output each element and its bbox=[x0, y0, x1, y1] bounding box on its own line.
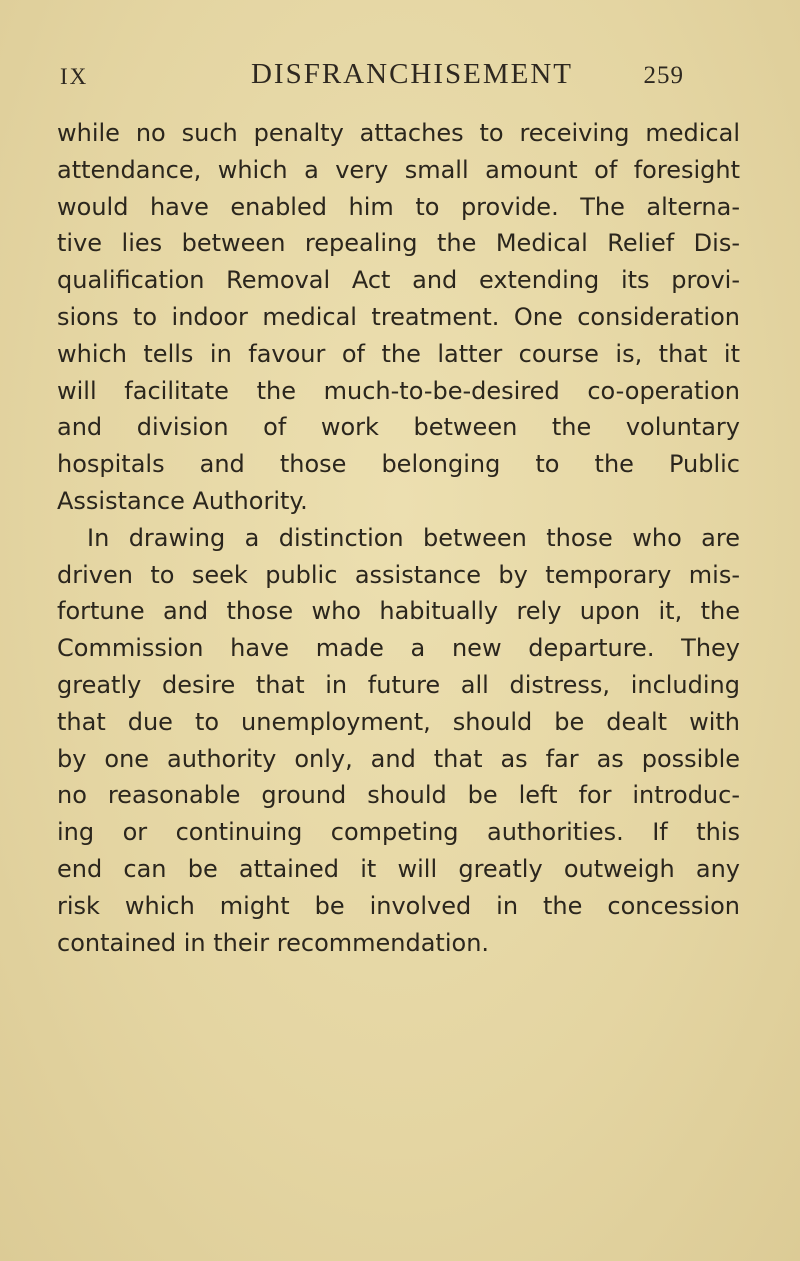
text-line: attendance, which a very small amount of foresight bbox=[57, 155, 740, 184]
text-line: that due to unemployment, should be dealt with bbox=[57, 707, 740, 736]
text-line: while no such penalty attaches to receiving medical bbox=[57, 119, 740, 147]
text-line: would have enabled him to provide. The alterna- bbox=[57, 192, 740, 221]
text-line: end can be attained it will greatly outweigh any bbox=[57, 854, 740, 883]
text-line: contained in their recommendation. bbox=[57, 928, 490, 957]
text-line: ing or continuing competing authorities. If this bbox=[57, 818, 740, 847]
text-line: Assistance Authority. bbox=[57, 486, 308, 515]
paragraph-1 bbox=[57, 115, 740, 520]
text-line: fortune and those who habitually rely upon it, the bbox=[57, 597, 740, 626]
text-line: by one authority only, and that as far as possible bbox=[57, 744, 740, 773]
text-line: tive lies between repealing the Medical Relief Dis- bbox=[57, 229, 740, 258]
text-line: and division of work between the voluntary bbox=[57, 413, 740, 442]
paragraph-2 bbox=[57, 520, 740, 962]
text-line: which tells in favour of the latter course is, that it bbox=[57, 339, 740, 368]
text-line: risk which might be involved in the concession bbox=[57, 891, 740, 920]
text-line: qualification Removal Act and extending its provi- bbox=[57, 266, 740, 295]
chapter-number: IX bbox=[60, 64, 89, 89]
running-head bbox=[0, 58, 800, 98]
running-title: DISFRANCHISEMENT bbox=[250, 58, 574, 90]
body-text bbox=[57, 115, 740, 961]
text-line: hospitals and those belonging to the Public bbox=[57, 450, 740, 479]
page-number: 259 bbox=[643, 62, 684, 89]
text-line: will facilitate the much-to-be-desired co-operation bbox=[57, 376, 740, 405]
text-line: Commission have made a new departure. They bbox=[57, 634, 740, 663]
text-line: In drawing a distinction between those who are bbox=[87, 523, 740, 552]
text-line: driven to seek public assistance by temporary mis- bbox=[57, 560, 740, 589]
text-line: no reasonable ground should be left for introduc- bbox=[57, 781, 740, 810]
text-line: sions to indoor medical treatment. One consideration bbox=[57, 302, 740, 331]
text-line: greatly desire that in future all distress, including bbox=[57, 670, 740, 699]
